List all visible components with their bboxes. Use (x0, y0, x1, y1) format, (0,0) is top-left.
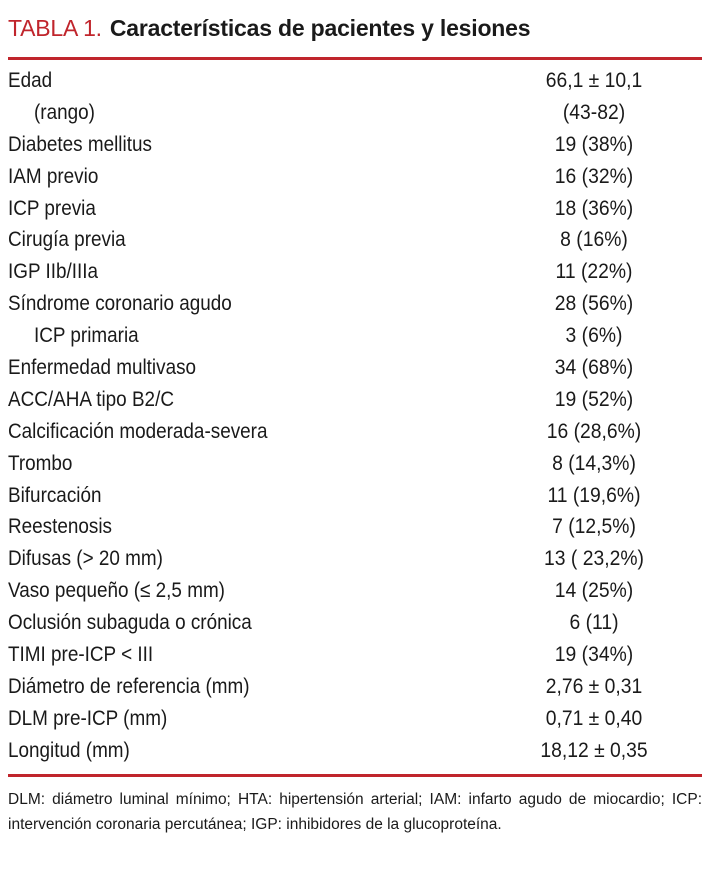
row-label: Edad (8, 69, 53, 92)
table-row (8, 384, 702, 416)
row-value: 18 (36%) (554, 196, 634, 220)
row-label: Cirugía previa (8, 228, 126, 252)
table-row (8, 416, 702, 448)
row-value: 8 (16%) (560, 228, 628, 252)
row-value: 19 (34%) (554, 643, 634, 667)
table-row (8, 161, 702, 193)
row-value: 7 (12,5%) (552, 515, 636, 539)
table-row (8, 735, 702, 767)
row-value: 8 (14,3%) (552, 451, 636, 475)
row-label: Oclusión subaguda o crónica (8, 611, 252, 635)
row-value: 16 (28,6%) (546, 419, 642, 443)
row-label: ICP primaria (34, 324, 139, 348)
row-value: (43-82) (562, 100, 626, 124)
table-title (8, 14, 530, 42)
row-label: TIMI pre-ICP < III (8, 643, 154, 667)
table-row (8, 288, 702, 320)
row-label: ACC/AHA tipo B2/C (8, 387, 174, 411)
row-label: Longitud (mm) (8, 738, 130, 762)
table-row (8, 224, 702, 256)
row-label: Calcificación moderada-severa (8, 419, 268, 443)
table-row (8, 639, 702, 671)
table-row (8, 256, 702, 288)
row-label: (rango) (34, 100, 95, 124)
top-rule (8, 57, 702, 60)
row-label: Trombo (8, 451, 73, 475)
row-value: 28 (56%) (554, 292, 634, 316)
table-row (8, 607, 702, 639)
table-row (8, 320, 702, 352)
row-value: 11 (22%) (555, 260, 633, 284)
table-footnote: DLM: diámetro luminal mínimo; HTA: hipertensión arterial; IAM: infarto agudo de miocardio; ICP: intervención coronaria percutánea; IGP: inhibidores de la glucoproteína. (8, 791, 702, 833)
row-label: Reestenosis (8, 515, 113, 539)
row-value: 19 (52%) (554, 387, 634, 411)
row-label: IGP IIb/IIIa (8, 260, 98, 284)
table-row (8, 97, 702, 129)
table-row (8, 352, 702, 384)
row-value: 66,1 ± 10,1 (545, 69, 643, 92)
row-label: IAM previo (8, 164, 99, 188)
table-row (8, 129, 702, 161)
row-label: ICP previa (8, 196, 96, 220)
table-number: TABLA 1. (8, 15, 102, 41)
table-row (8, 671, 702, 703)
table-row (8, 511, 702, 543)
table-body (8, 65, 702, 767)
row-value: 34 (68%) (554, 356, 634, 380)
row-value: 18,12 ± 0,35 (540, 738, 648, 762)
table-row (8, 65, 702, 97)
table-row (8, 480, 702, 512)
row-value: 2,76 ± 0,31 (545, 674, 643, 698)
table-row (8, 575, 702, 607)
row-value: 0,71 ± 0,40 (545, 706, 643, 730)
row-value: 14 (25%) (554, 579, 634, 603)
row-label: Diámetro de referencia (mm) (8, 674, 250, 698)
row-label: DLM pre-ICP (mm) (8, 706, 168, 730)
row-label: Enfermedad multivaso (8, 356, 197, 380)
table-row (8, 703, 702, 735)
table-row (8, 543, 702, 575)
table-caption: Características de pacientes y lesiones (109, 15, 531, 41)
row-value: 6 (11) (569, 611, 619, 635)
row-label: Diabetes mellitus (8, 132, 152, 156)
row-label: Difusas (> 20 mm) (8, 547, 163, 571)
table-row (8, 448, 702, 480)
row-label: Síndrome coronario agudo (8, 292, 232, 316)
row-value: 19 (38%) (554, 132, 634, 156)
row-label: Vaso pequeño (≤ 2,5 mm) (8, 579, 225, 603)
row-value: 11 (19,6%) (547, 483, 641, 507)
row-label: Bifurcación (8, 483, 102, 507)
bottom-rule (8, 774, 702, 777)
row-value: 3 (6%) (565, 324, 623, 348)
row-value: 13 ( 23,2%) (544, 547, 644, 571)
row-value: 16 (32%) (554, 164, 634, 188)
table-row (8, 193, 702, 225)
